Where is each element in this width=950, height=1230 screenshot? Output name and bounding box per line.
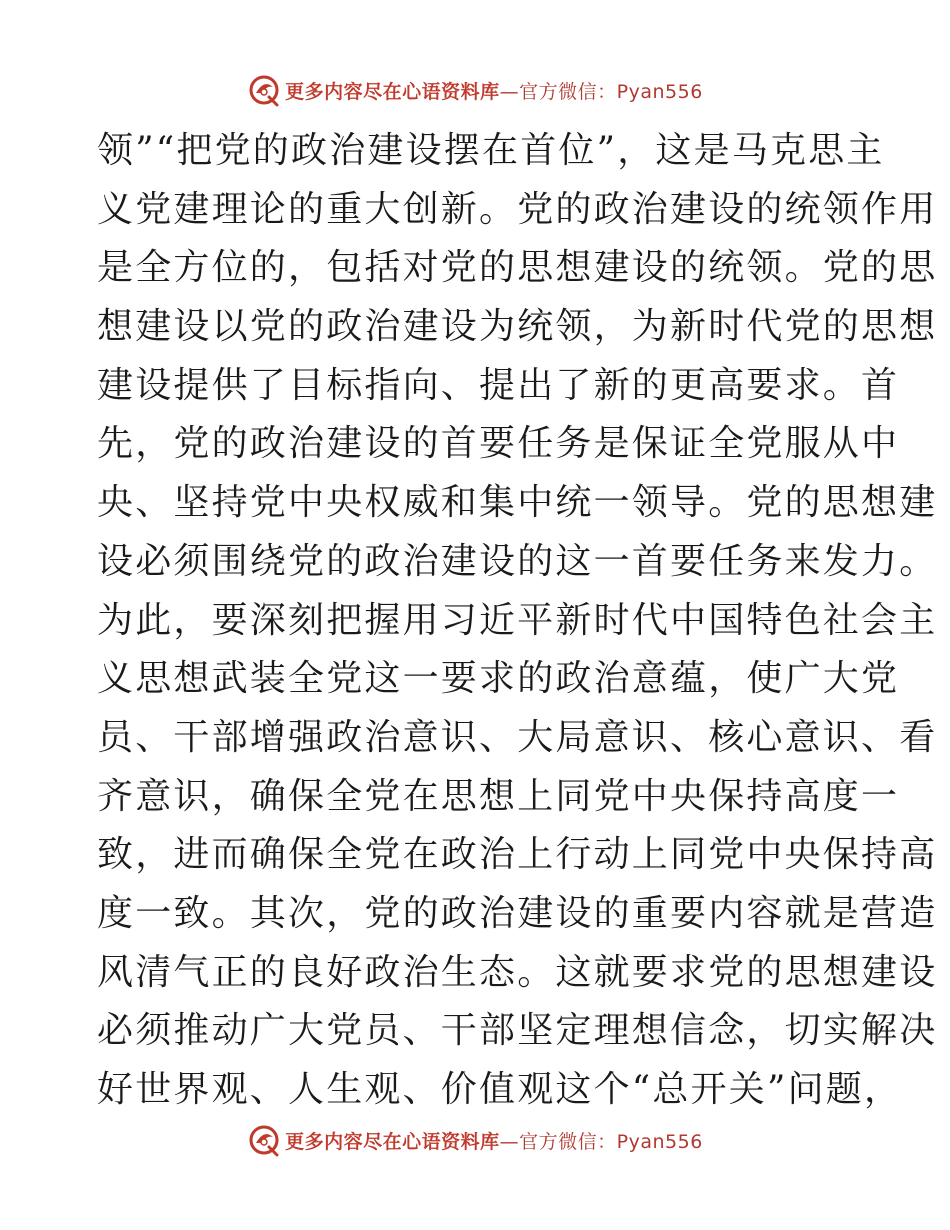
header-watermark-banner: [0, 70, 950, 110]
body-line: 央、坚持党中央权威和集中统一领导。党的思想建: [97, 482, 938, 524]
red-swirl-logo-icon: [247, 1123, 281, 1157]
body-line: 建设提供了目标指向、提出了新的更高要求。首: [97, 364, 900, 406]
body-line: 义党建理论的重大创新。党的政治建设的统领作用: [97, 188, 938, 230]
body-line: 设必须围绕党的政治建设的这一首要任务来发力。: [97, 540, 938, 582]
body-line: 义思想武装全党这一要求的政治意蕴，使广大党: [97, 658, 900, 700]
body-line: 齐意识，确保全党在思想上同党中央保持高度一: [97, 775, 900, 817]
body-line: 为此，要深刻把握用习近平新时代中国特色社会主: [97, 599, 938, 641]
body-line: 必须推动广大党员、干部坚定理想信念，切实解决: [97, 1010, 938, 1052]
body-line: 员、干部增强政治意识、大局意识、核心意识、看: [97, 716, 938, 758]
header-watermark-main: 更多内容尽在心语资料库: [285, 80, 500, 103]
red-swirl-logo-icon: [247, 73, 281, 107]
header-watermark-sub: —官方微信：Pyan556: [499, 80, 703, 103]
body-line: 领”“把党的政治建设摆在首位”，这是马克思主: [97, 130, 885, 171]
body-line: 好世界观、人生观、价值观这个“总开关”问题，: [97, 1069, 903, 1110]
footer-watermark-text: [285, 1127, 703, 1154]
footer-watermark-main: 更多内容尽在心语资料库: [285, 1130, 500, 1153]
body-line: 致，进而确保全党在政治上行动上同党中央保持高: [97, 834, 938, 876]
footer-watermark-sub: —官方微信：Pyan556: [499, 1130, 703, 1153]
body-line: 先，党的政治建设的首要任务是保证全党服从中: [97, 423, 900, 465]
footer-watermark-banner: [0, 1120, 950, 1160]
body-line: 风清气正的良好政治生态。这就要求党的思想建设: [97, 951, 938, 993]
body-line: 想建设以党的政治建设为统领，为新时代党的思想: [97, 306, 938, 348]
document-body: [97, 122, 938, 1120]
header-watermark-text: [285, 77, 703, 104]
body-line: 度一致。其次，党的政治建设的重要内容就是营造: [97, 892, 938, 934]
body-line: 是全方位的，包括对党的思想建设的统领。党的思: [97, 247, 938, 289]
